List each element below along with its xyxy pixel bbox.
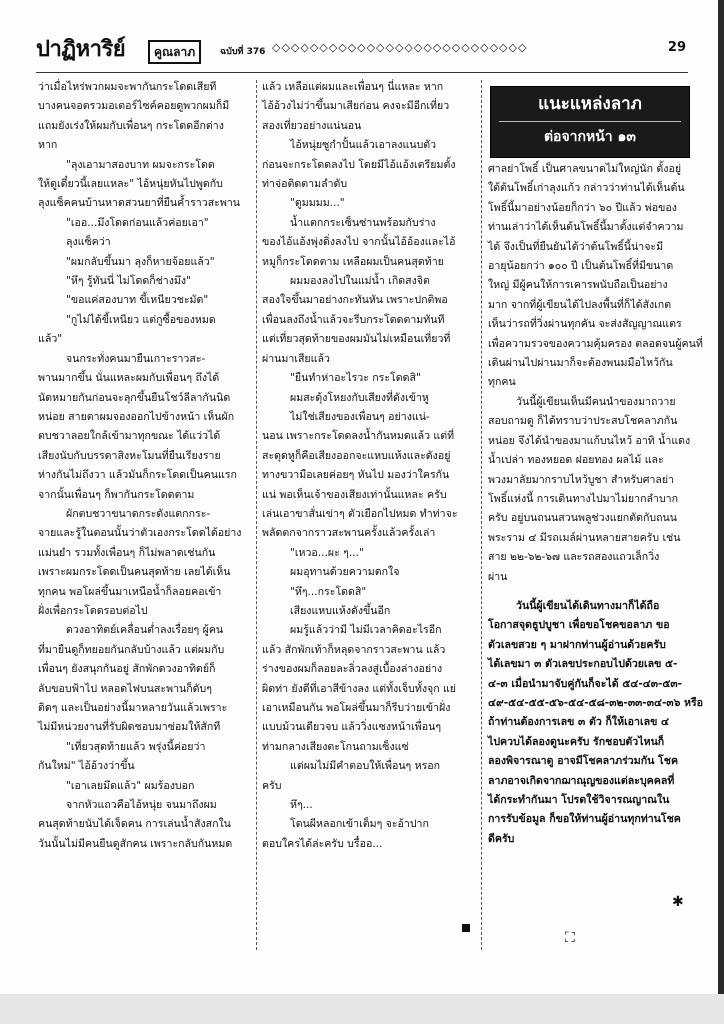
text-line: ได้กระทำกันมา โปรดใช้วิจารณญาณใน (488, 794, 670, 806)
text-line: นอน เพราะกระโดดลงน้ำกันหมดแล้ว แต่ที่ (262, 430, 455, 443)
text-line: วันนั้นไม่มีคนยืนดูสักคน เพราะกลับกันหมด (38, 837, 233, 850)
text-line: พวงมาลัยมากราบไหว้บูชา สำหรับศาลย่า (488, 473, 675, 486)
text-line: ใต้ต้นโพธิ์เก่าลุงแก้ว กล่าวว่าท่านได้เห็นต้น (488, 182, 685, 195)
text-line: "ผมกลับขึ้นมา ลุงก็หายจ้อยแล้ว" (66, 255, 215, 268)
text-line: มาก จากที่ผู้เขียนได้ไปลงพื้นที่ก็ได้สังเกต (488, 298, 672, 311)
text-line: ทุกคน พอโผล่ขึ้นมาเหนือน้ำก็ลอยคอเข้า (38, 585, 222, 598)
text-line: ท่ามกลางเสียงตะโกนถามเซ็งแซ่ (262, 740, 409, 753)
text-line: ติดๆ และเป็นอย่างนี้มาหลายวันแล้วเพราะ (38, 702, 228, 714)
text-line: ของไอ้แอ้งพุ่งดิ่งลงไป จากนั้นไอ้อ้องและไอ้ (262, 236, 456, 249)
text-line: แถมยังเร่งให้ผมกับเพื่อนๆ กระโดดอีกต่าง (38, 119, 224, 132)
text-line: ไอ้อ้วงไม่ว่าขึ้นมาเสียก่อน คงจะมีอีกเที่ยว (262, 100, 450, 113)
story-end-square (462, 924, 470, 932)
issue-number: ฉบับที่ 376 (220, 47, 266, 57)
text-line: "ลุงเอามาสองบาท ผมจะกระโดด (66, 158, 215, 171)
text-line: เพื่อนลงถึงน้ำแล้วจะรีบกระโดดตามทันที (262, 313, 445, 326)
text-line: ผ่าน (488, 570, 508, 583)
text-line: "ตูมมมม..." (290, 197, 345, 210)
text-line: โอกาสจุดธูปบูชา เพื่อขอโชคขอลาภ ขอ (488, 619, 670, 632)
text-line: ผิดท่า ยังดีที่เอาสีข้างลง แต่ทั้งเจ็บทั้งจุก แย่ (262, 682, 457, 695)
text-line: ว่าเมื่อไหร่พวกผมจะพากันกระโดดเสียที (38, 81, 217, 93)
text-line: อายุน้อยกว่า ๑๐๐ ปี เป็นต้นโพธิ์ที่มีขนาด (488, 260, 674, 273)
text-line: ครับ อยู่บนถนนสวนพลูช่วงแยกตัดกับถนน (488, 512, 677, 525)
text-line: แล้ว" (38, 333, 63, 346)
paragraph-gap (488, 587, 690, 597)
text-line: หาก (38, 139, 58, 152)
text-line: ลับขอบฟ้าไป หลอดไฟบนสะพานก็ดับๆ (38, 682, 212, 695)
sidebar-title-rule (499, 121, 681, 122)
scan-edge-right (718, 0, 724, 1024)
page-number: 29 (667, 40, 686, 55)
text-line: "หึๆ รู้ทันนี่ ไม่โดดก็ช่างมึง" (66, 275, 191, 288)
text-line: จากหัวแถวคือไอ้หนุ่ย จนมาถึงผม (66, 799, 217, 812)
text-line: เพื่อความรวจของความคุ้มครอง ตลอดจนผู้คนที่ (488, 337, 703, 350)
text-line: "เออ...มึงโดดก่อนแล้วค่อยเอา" (66, 216, 209, 229)
text-line: ผมรู้แล้วว่ามี ไม่มีเวลาคิดอะไรอีก (290, 624, 442, 637)
text-line: เสียงนับกับบรรดาสิงหะโมนที่ยืนเรียงราย (38, 449, 221, 462)
text-line: วันนี้ผู้เขียนเห็นมีคนนำของมาถวาย (516, 395, 676, 408)
text-line: ๔-๓ เมื่อนำมาจับคู่กันก็จะได้ ๕๔-๔๓-๕๓- (488, 677, 683, 690)
text-line: สาย ๒๒-๖๒-๖๗ และรถสองแถวเล็กวิ่ง (488, 551, 660, 564)
text-line: ลองพิจารณาดู อาจมีโชคลาภร่วมกัน โชค (488, 755, 679, 768)
text-line: ศาลย่าโพธิ์ เป็นศาลขนาดไม่ใหญ่นัก ตั้งอยู่ (488, 163, 682, 175)
magazine-title: ปาฏิหาริย์ (36, 36, 126, 62)
text-line: "หึๆ...กระโดดสิ" (290, 585, 367, 598)
text-line: โพธิ์นี้มาอย่างน้อยก็กว่า ๖๐ ปีแล้ว พ่อของ (488, 201, 677, 214)
text-line: ลุงแซ็คคนบ้านหาดสวนยาที่ยืนค้ำราวสะพาน (38, 197, 241, 210)
text-line: ก่อนจะกระโดดลงไป โดยมีไอ้แอ้งเตรียมตั้ง (262, 158, 456, 171)
text-line: ตบชวาลอยใกล้เข้ามาทุกขณะ ได้แว่วได้ (38, 430, 221, 443)
text-line: เดินผ่านไปผ่านมาก็จะต้องพนมมือไหว้กัน (488, 357, 673, 370)
sidebar-title: แนะแหล่งลาภ (538, 94, 642, 114)
text-line: ไม่ใช่เสียงของเพื่อนๆ อย่างแน่- (290, 410, 430, 423)
lucky-numbers-text (488, 597, 704, 849)
text-line: ดีครับ (488, 832, 515, 845)
text-line: ท่าจ่อติดตามลำดับ (262, 178, 348, 191)
sidebar-subtitle: ต่อจากหน้า ๑๓ (543, 129, 637, 145)
text-line: ผมมองลงไปในแม่น้ำ เกิดสงจิต (290, 275, 430, 288)
text-line: ผมอุทานด้วยความตกใจ (290, 566, 400, 579)
text-line: ทุกคน (488, 376, 516, 389)
text-line: ได้เลขมา ๓ ตัวเลขประกอบไปด้วยเลข ๕- (488, 658, 678, 671)
text-line: ๔๙-๕๔-๕๕-๕๖-๕๔-๕๘-๓๒-๓๓-๓๔-๓๖ หรือ (488, 696, 704, 709)
diamond-ornament: ◇◇◇◇◇◇◇◇◇◇◇◇◇◇◇◇◇◇◇◇◇◇◇◇◇◇◇ (272, 41, 528, 54)
text-line: หมูก็กระโดดตาม เหลือผมเป็นคนสุดท้าย (262, 255, 444, 268)
text-line: แต่เที่ยวสุดท้ายของผมมันไม่เหมือนเที่ยวที่ (262, 333, 451, 346)
text-line: เอาเหมือนกัน พอโผล่ขึ้นมาก็รีบว่ายเข้าฝั่ง (262, 702, 451, 714)
page-header (36, 36, 686, 70)
sidebar-body-text (488, 160, 703, 587)
text-line: ที่มายืนดูก็ทยอยกันกลับบ้างแล้ว แต่ผมกับ (38, 643, 225, 656)
text-line: จายและรู้ในตอนนั้นว่าตัวเองกระโดดได้อย่าง (38, 527, 242, 540)
text-line: "ขอแค่สองบาท ขี้เหนียวชะมัด" (66, 294, 209, 307)
text-line: เสียงแหบแห้งดังขึ้นอีก (290, 604, 391, 617)
publisher-logo-icon: ⛶ (565, 930, 575, 946)
text-line: เห็นว่ารถที่วิ่งผ่านทุกคัน จะส่งสัญญาณแตร (488, 318, 682, 331)
text-line: แต่ผมไม่มีคำตอบให้เพื่อนๆ หรอก (290, 760, 441, 773)
text-line: ไปควบได้ลองดูนะครับ รักชอบตัวไหนก็ (488, 735, 665, 748)
story-column-2 (262, 78, 476, 854)
text-line: โพธิ์แห่งนี้ การเดินทางไปมาไม่ยากลำบาก (488, 492, 679, 505)
magazine-subtitle: คูณลาภ (148, 40, 201, 64)
text-line: ร่างของผมก็ลอยละลิ่วลงสู่เบื้องล่างอย่าง (262, 663, 443, 676)
text-line: ไอ้หนุ่ยซูกำปั้นแล้วเอาลงแนบตัว (290, 139, 437, 152)
text-line: ฝั่งเพื่อกระโดดรอบต่อไป (38, 604, 148, 617)
text-line: ทางขวามือเลยค่อยๆ หันไป มองว่าใครกัน (262, 469, 450, 482)
text-line: "เที่ยวสุดท้ายแล้ว พรุ่งนี้ค่อยว่า (66, 740, 206, 753)
text-line: ไม่มีหน่วยงานที่รับผิดชอบมาซ่อมให้สักที (38, 721, 221, 734)
sidebar-title-box (490, 86, 690, 158)
text-line: ผักตบชวาขนาดกระดังแตกกระ- (66, 507, 211, 520)
text-line: สองใจขึ้นมาอย่างกะทันหัน เพราะปกติพอ (262, 294, 448, 307)
text-line: ครับ (262, 779, 282, 792)
text-line: หึๆ... (290, 799, 313, 812)
text-line: ตัวเลขสวย ๆ มาฝากท่านผู้อ่านด้วยครับ (488, 638, 666, 651)
text-line: "เหวอ...ผะ ๆ..." (290, 546, 364, 559)
text-line: การรับข้อมูล ก็ขอให้ท่านผู้อ่านทุกท่านโชค (488, 813, 681, 826)
text-line: โดนผีหลอกเข้าเต็มๆ จะอ้าปาก (290, 818, 429, 831)
text-line: สะดุดหูก็คือเสียงออกจะแหบแห้งและดังอยู่ (262, 449, 451, 462)
text-line: แน่ พอเห็นเจ้าของเสียงเท่านั้นแหละ ครับ (262, 488, 447, 501)
text-line: แล้ว เหลือแต่ผมและเพื่อนๆ นี่แหละ หาก (262, 81, 444, 93)
end-star-icon: ✱ (672, 894, 684, 910)
text-line: บางคนจอตรวมอเตอร์ไซค์คอยดูพวกผมก็มี (38, 100, 230, 113)
text-line: พลัดตกจากราวสะพานครั้งแล้วครั้งเล่า (262, 527, 436, 540)
text-line: พานมากขึ้น นั่นแหละผมกับเพื่อนๆ ถึงได้ (38, 372, 220, 385)
text-line: "ยืนทำห่าอะไรวะ กระโดดสิ" (290, 372, 421, 385)
text-line: เล่นเอาขาสั่นเข่าๆ ตัวเยือกไปหมด ทำท่าจะ (262, 507, 458, 520)
text-line: ใหญ่ มีผู้คนให้การเคารพนับถือเป็นอย่าง (488, 279, 668, 292)
text-line: หน่อย สายตาผมจองออกไปข้างหน้า เห็นผัก (38, 410, 235, 423)
text-line: ลาภอาจเกิดจากฌาณุญของแต่ละบุคคลที่ (488, 774, 675, 787)
text-line: ได้ จึงเป็นที่ยืนยันได้ว่าต้นโพธิ์นี้น่าจะมี (488, 240, 664, 253)
text-line: นัดหมายกันก่อนจะลุกขึ้นยืนโชว์ลีลากันนิด (38, 391, 231, 404)
text-line: สอบถามดู ก็ได้ทราบว่าประสบโชคลาภกัน (488, 415, 678, 428)
text-line: พระราม ๔ มีรถเมล์ผ่านหลายสายครับ เช่น (488, 531, 681, 544)
text-line: เพราะผมกระโดดเป็นคนสุดท้าย เลยได้เห็น (38, 566, 231, 579)
text-line: ตอบใครได้ล่ะครับ บรื๋ออ... (262, 837, 383, 850)
story-column-1 (38, 78, 252, 854)
column-divider-1 (256, 80, 257, 950)
text-line: วันนี้ผู้เขียนได้เดินทางมาก็ได้ถือ (516, 599, 660, 612)
text-line: น้ำเปล่า ทองหยอด ฝอยทอง ผลไม้ และ (488, 454, 664, 467)
text-line: "กูไม่ได้ขี้เหนียว แต่กูซื้อของหมด (66, 313, 216, 326)
text-line: จากนั้นเพื่อนๆ ก็พากันกระโดดตาม (38, 488, 195, 501)
text-line: ผ่านมาเสียแล้ว (262, 352, 330, 365)
sidebar-column (488, 160, 704, 849)
text-line: ดวงอาทิตย์เคลื่อนต่ำลงเรื่อยๆ ผู้คน (66, 624, 224, 637)
column-divider-2 (481, 80, 482, 950)
text-line: เพื่อนๆ ยังสนุกกันอยู่ สักพักดวงอาทิตย์ก็ (38, 663, 216, 676)
text-line: แบบม้วนเดียวจบ แล้ววิ่งแซงหน้าเพื่อนๆ (262, 721, 442, 734)
text-line: ผมสะดุ้งโหยงกับเสียงที่ดังเข้าหู (290, 391, 429, 404)
text-line: ถ้าท่านต้องการเลข ๓ ตัว ก็ให้เอาเลข ๔ (488, 716, 670, 729)
text-line: น้ำแตกกระเซ็นซ่านพร้อมกับร่าง (290, 216, 436, 229)
text-line: ลุงแซ็คว่า (66, 236, 111, 249)
text-line: สองเที่ยวอย่างแน่นอน (262, 119, 362, 132)
text-line: "เอาเลยมึดแล้ว" ผมร้องบอก (66, 779, 195, 792)
text-line: จนกระทั่งคนมายืนเกาะราวสะ- (66, 352, 206, 365)
text-line: กันใหม่" ไอ้อ้วงว่าขึ้น (38, 760, 135, 773)
text-line: ท่านเล่าว่าได้เห็นต้นโพธิ์นี้มาตั้งแต่จำความ (488, 221, 684, 234)
header-rule (36, 72, 688, 73)
text-line: หน่อย จึงได้นำของมาแก้บนไหว้ อาทิ น้ำแดง (488, 434, 691, 447)
text-line: ให้ดูเดี๋ยวนี้เลยแหละ" ไอ้หนุ่ยหันไปพูดกับ (38, 178, 223, 191)
text-line: คนสุดท้ายนับได้เจ็ดคน การเล่นน้ำสังสกใน (38, 818, 231, 831)
text-line: ห่างกันไม่ถึงวา แล้วมันก็กระโดดเป็นคนแรก (38, 469, 237, 482)
scan-bottom-margin (0, 994, 724, 1024)
text-line: แม่นยำ รวมทั้งเพื่อนๆ ก็ไม่พลาดเช่นกัน (38, 546, 216, 559)
text-line: แล้ว สักพักเท้าก็หลุดจากราวสะพาน แล้ว (262, 643, 446, 656)
